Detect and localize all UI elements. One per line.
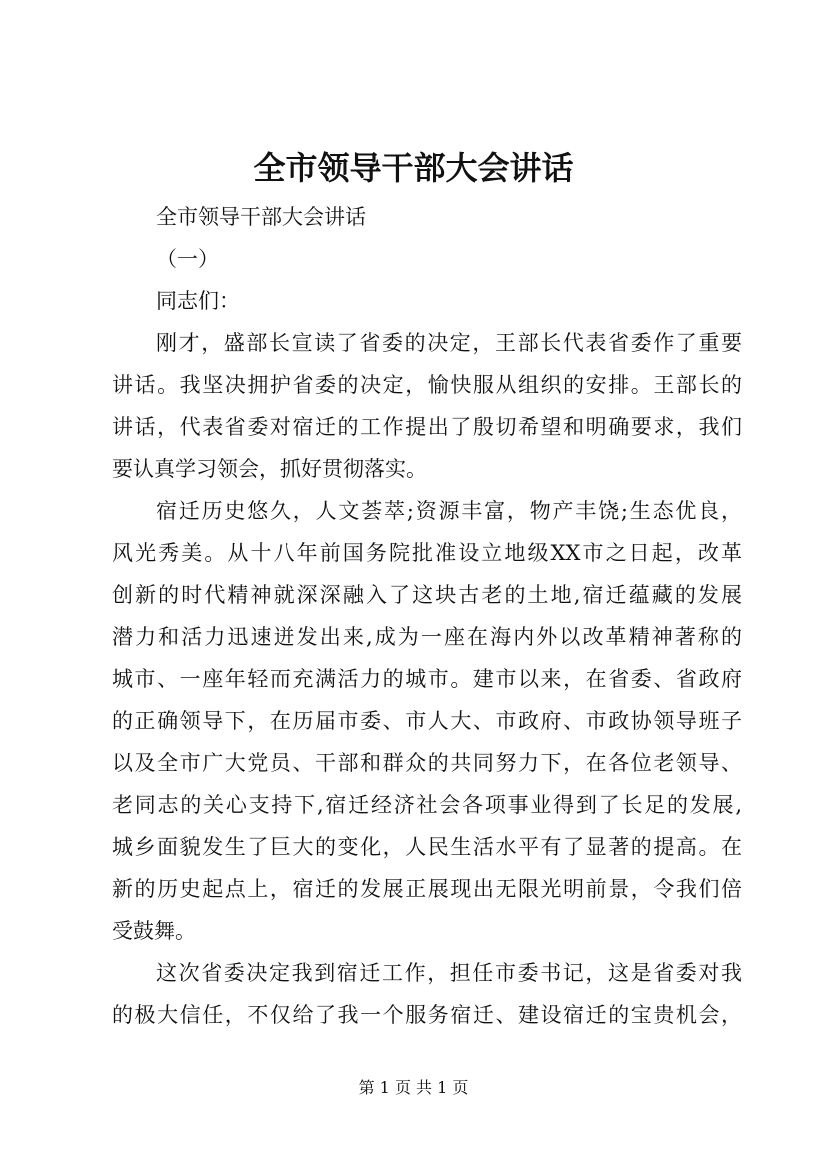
page-footer: 第 1 页 共 1 页 [358,1078,469,1097]
body-line: （一） [156,247,219,271]
document-title: 全市领导干部大会讲话 [253,149,574,187]
body-line: 全市领导干部大会讲话 [156,205,366,229]
body-line: 老同志的关心支持下,宿迁经济社会各项事业得到了长足的发展, [112,793,742,817]
body-line: 新的历史起点上，宿迁的发展正展现出无限光明前景，令我们倍 [112,877,742,901]
body-line: 城市、一座年轻而充满活力的城市。建市以来，在省委、省政府 [112,667,742,691]
body-line: 的极大信任，不仅给了我一个服务宿迁、建设宿迁的宝贵机会， [112,1003,742,1027]
body-line: 风光秀美。从十八年前国务院批准设立地级XX市之日起，改革 [112,541,742,565]
body-line: 的正确领导下，在历届市委、市人大、市政府、市政协领导班子 [112,709,742,733]
body-line: 潜力和活力迅速迸发出来,成为一座在海内外以改革精神著称的 [112,625,742,649]
body-line: 讲话。我坚决拥护省委的决定，愉快服从组织的安排。王部长的 [112,373,742,397]
body-line: 受鼓舞。 [112,919,196,943]
body-line: 刚才，盛部长宣读了省委的决定，王部长代表省委作了重要 [156,331,742,355]
body-line: 讲话，代表省委对宿迁的工作提出了殷切希望和明确要求，我们 [112,415,742,439]
body-line: 创新的时代精神就深深融入了这块古老的土地,宿迁蕴藏的发展 [112,583,742,607]
body-line: 以及全市广大党员、干部和群众的共同努力下，在各位老领导、 [112,751,742,775]
body-line: 要认真学习领会，抓好贯彻落实。 [112,457,427,481]
body-line: 同志们： [156,289,240,313]
body-line: 城乡面貌发生了巨大的变化，人民生活水平有了显著的提高。在 [112,835,742,859]
body-line: 这次省委决定我到宿迁工作，担任市委书记，这是省委对我 [156,961,742,985]
body-line: 宿迁历史悠久，人文荟萃;资源丰富，物产丰饶;生态优良， [156,499,742,523]
document-body [112,196,742,1036]
